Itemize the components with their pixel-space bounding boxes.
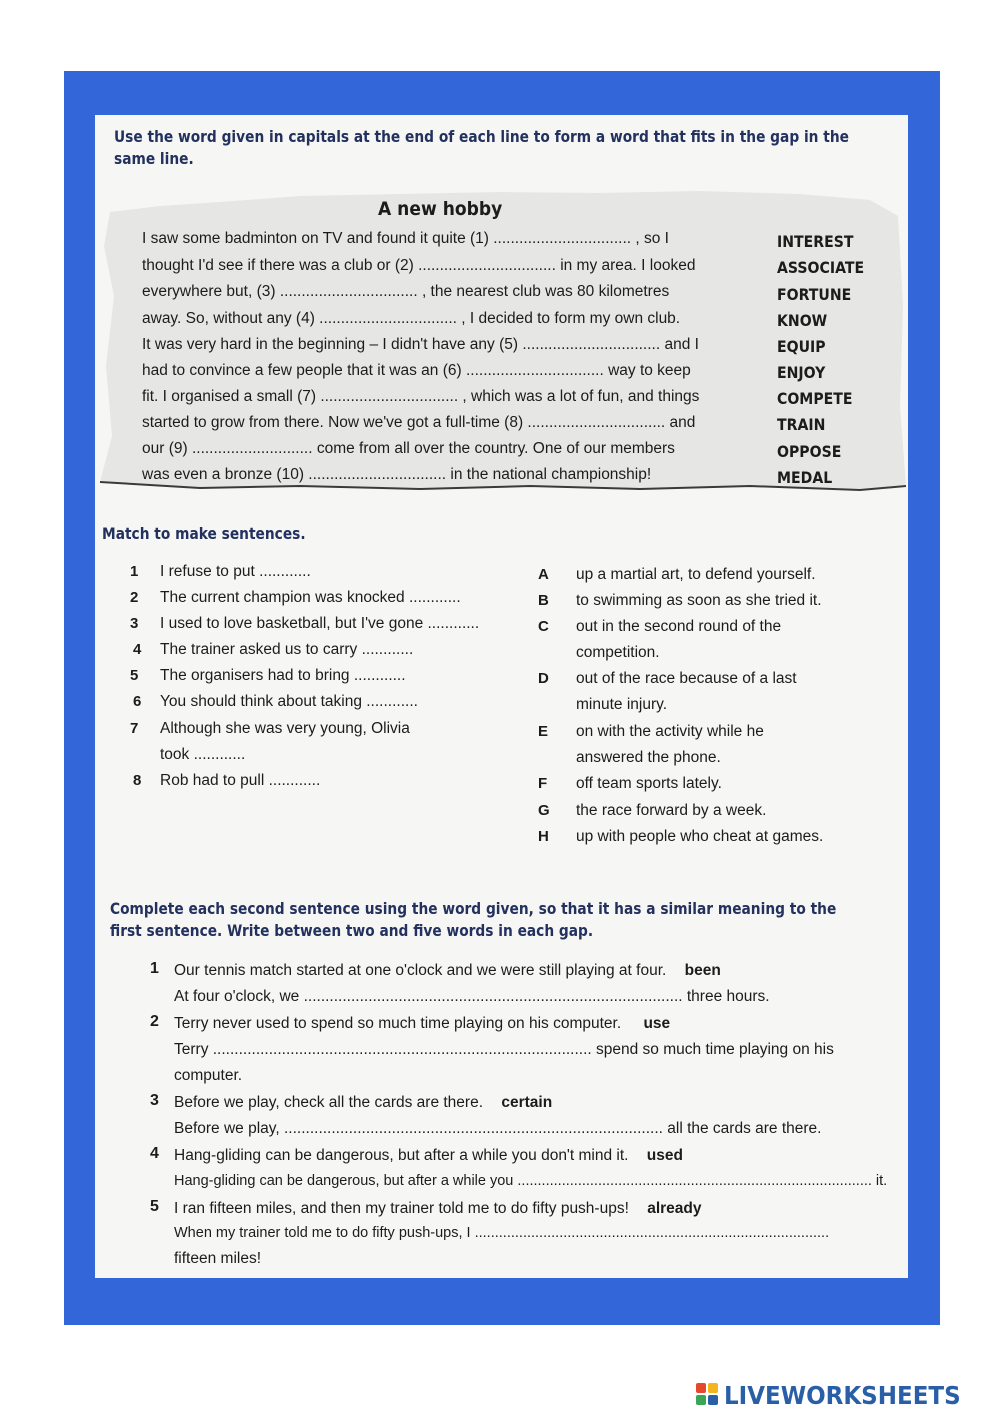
exercise1-instruction-line1: Use the word given in capitals at the end of each line to form a word that fits in the gap in the — [114, 127, 849, 146]
story-line-2: thought I'd see if there was a club or (2) ................................ in my area. I looked — [142, 257, 696, 274]
transform-key-5: already — [647, 1200, 702, 1217]
transform-key-4: used — [646, 1147, 683, 1164]
transform-second-4: Hang-gliding can be dangerous, but after a while you ........................................................................................ it. — [174, 1173, 888, 1189]
transform-first-5 — [174, 1200, 702, 1218]
story-line-3: everywhere but, (3) ................................ , the nearest club was 80 kilometres — [142, 283, 670, 300]
transform-key-2: use — [643, 1015, 671, 1032]
transform-first-text-3: Before we play, check all the cards are there. — [174, 1094, 484, 1111]
transform-first-text-1: Our tennis match started at one o'clock and we were still playing at four. — [174, 962, 667, 979]
match-left-num-8: 8 — [133, 772, 142, 789]
transform-num-4: 4 — [150, 1145, 159, 1162]
exercise3-instruction-line2: first sentence. Write between two and five words in each gap. — [110, 921, 594, 940]
transform-second-1: At four o'clock, we ........................................................................................ three hours. — [174, 988, 770, 1005]
story-word-5: EQUIP — [777, 337, 826, 356]
liveworksheets-logo-text: LIVEWORKSHEETS — [724, 1380, 961, 1410]
match-left-text-1: I refuse to put ............ — [160, 563, 311, 580]
exercise1-instruction — [114, 126, 849, 170]
match-right-text-b: to swimming as soon as she tried it. — [576, 592, 822, 609]
story-word-10: MEDAL — [777, 468, 833, 487]
story-line-4: away. So, without any (4) ................................ , I decided to form my own club. — [142, 310, 681, 327]
transform-first-text-4: Hang-gliding can be dangerous, but after a while you don't mind it. — [174, 1147, 629, 1164]
match-right-text-c1: out in the second round of the — [576, 618, 782, 635]
transform-first-text-2: Terry never used to spend so much time playing on his computer. — [174, 1015, 622, 1032]
story-word-6: ENJOY — [777, 363, 826, 382]
match-right-letter-g: G — [538, 802, 550, 819]
transform-first-1 — [174, 962, 721, 980]
story-line-1: I saw some badminton on TV and found it quite (1) ................................ , so I — [142, 230, 669, 247]
transform-first-text-5: I ran fifteen miles, and then my trainer told me to do fifty push-ups! — [174, 1200, 629, 1217]
transform-key-1: been — [684, 962, 721, 979]
match-right-letter-f: F — [538, 775, 548, 792]
match-right-letter-h: H — [538, 828, 549, 845]
match-right-letter-e: E — [538, 723, 549, 740]
story-word-9: OPPOSE — [777, 442, 842, 461]
match-right-text-a: up a martial art, to defend yourself. — [576, 566, 816, 583]
liveworksheets-logo[interactable] — [696, 1380, 981, 1410]
story-line-8: started to grow from there. Now we've got a full-time (8) ................................ and — [142, 414, 696, 431]
match-right-letter-a: A — [538, 566, 549, 583]
match-right-text-e2: answered the phone. — [576, 749, 721, 766]
story-word-7: COMPETE — [777, 389, 853, 408]
match-left-text-8: Rob had to pull ............ — [160, 772, 321, 789]
story-word-8: TRAIN — [777, 415, 826, 434]
match-left-text-6: You should think about taking ............ — [160, 693, 418, 710]
match-right-letter-b: B — [538, 592, 549, 609]
transform-num-3: 3 — [150, 1092, 159, 1109]
story-title: A new hobby — [378, 198, 503, 220]
match-right-text-g: the race forward by a week. — [576, 802, 767, 819]
transform-key-3: certain — [501, 1094, 553, 1111]
exercise1-instruction-line2: same line. — [114, 149, 194, 168]
transform-first-4 — [174, 1147, 683, 1165]
transform-num-5: 5 — [150, 1198, 159, 1215]
match-right-text-c2: competition. — [576, 644, 660, 661]
match-right-text-f: off team sports lately. — [576, 775, 722, 792]
transform-second-2a: Terry ........................................................................................ spend so much time playing on his — [174, 1041, 834, 1058]
transform-num-1: 1 — [150, 960, 159, 977]
story-line-5: It was very hard in the beginning – I didn't have any (5) ................................ and I — [142, 336, 699, 353]
transform-second-2b: computer. — [174, 1067, 243, 1084]
story-line-6: had to convince a few people that it was an (6) ................................ way to keep — [142, 362, 691, 379]
transform-second-3: Before we play, ........................................................................................ all the cards are there. — [174, 1120, 822, 1137]
match-left-text-4: The trainer asked us to carry ............ — [160, 641, 414, 658]
match-left-num-5: 5 — [130, 667, 139, 684]
match-right-text-e1: on with the activity while he — [576, 723, 764, 740]
match-left-num-7: 7 — [130, 720, 139, 737]
story-line-9: our (9) ............................ come from all over the country. One of our members — [142, 440, 675, 457]
match-left-text-7a: Although she was very young, Olivia — [160, 720, 410, 737]
match-left-text-3: I used to love basketball, but I've gone ............ — [160, 615, 480, 632]
match-right-text-d1: out of the race because of a last — [576, 670, 797, 687]
story-line-10: was even a bronze (10) ................................ in the national championship! — [142, 466, 652, 483]
match-left-num-2: 2 — [130, 589, 139, 606]
match-right-letter-c: C — [538, 618, 549, 635]
liveworksheets-logo-icon — [696, 1383, 720, 1407]
match-left-num-4: 4 — [133, 641, 142, 658]
exercise3-instruction-line1: Complete each second sentence using the word given, so that it has a similar meaning to the — [110, 899, 837, 918]
match-left-num-1: 1 — [130, 563, 139, 580]
story-word-2: ASSOCIATE — [777, 258, 865, 277]
match-right-text-h: up with people who cheat at games. — [576, 828, 824, 845]
story-line-7: fit. I organised a small (7) ................................ , which was a lot of fun, and things — [142, 388, 700, 405]
match-left-num-3: 3 — [130, 615, 139, 632]
story-word-3: FORTUNE — [777, 285, 852, 304]
exercise2-instruction: Match to make sentences. — [102, 524, 306, 543]
match-left-text-5: The organisers had to bring ............ — [160, 667, 406, 684]
transform-first-2 — [174, 1015, 670, 1033]
match-left-text-7b: took ............ — [160, 746, 246, 763]
match-left-text-2: The current champion was knocked ............ — [160, 589, 461, 606]
match-left-num-6: 6 — [133, 693, 142, 710]
match-right-text-d2: minute injury. — [576, 696, 668, 713]
story-word-1: INTEREST — [777, 232, 854, 251]
exercise3-instruction — [110, 898, 836, 942]
transform-num-2: 2 — [150, 1013, 159, 1030]
transform-first-3 — [174, 1094, 552, 1112]
match-right-letter-d: D — [538, 670, 549, 687]
transform-second-5b: fifteen miles! — [174, 1250, 262, 1267]
story-word-4: KNOW — [777, 311, 828, 330]
transform-second-5a: When my trainer told me to do fifty push-ups, I ........................................................................................ — [174, 1225, 830, 1241]
